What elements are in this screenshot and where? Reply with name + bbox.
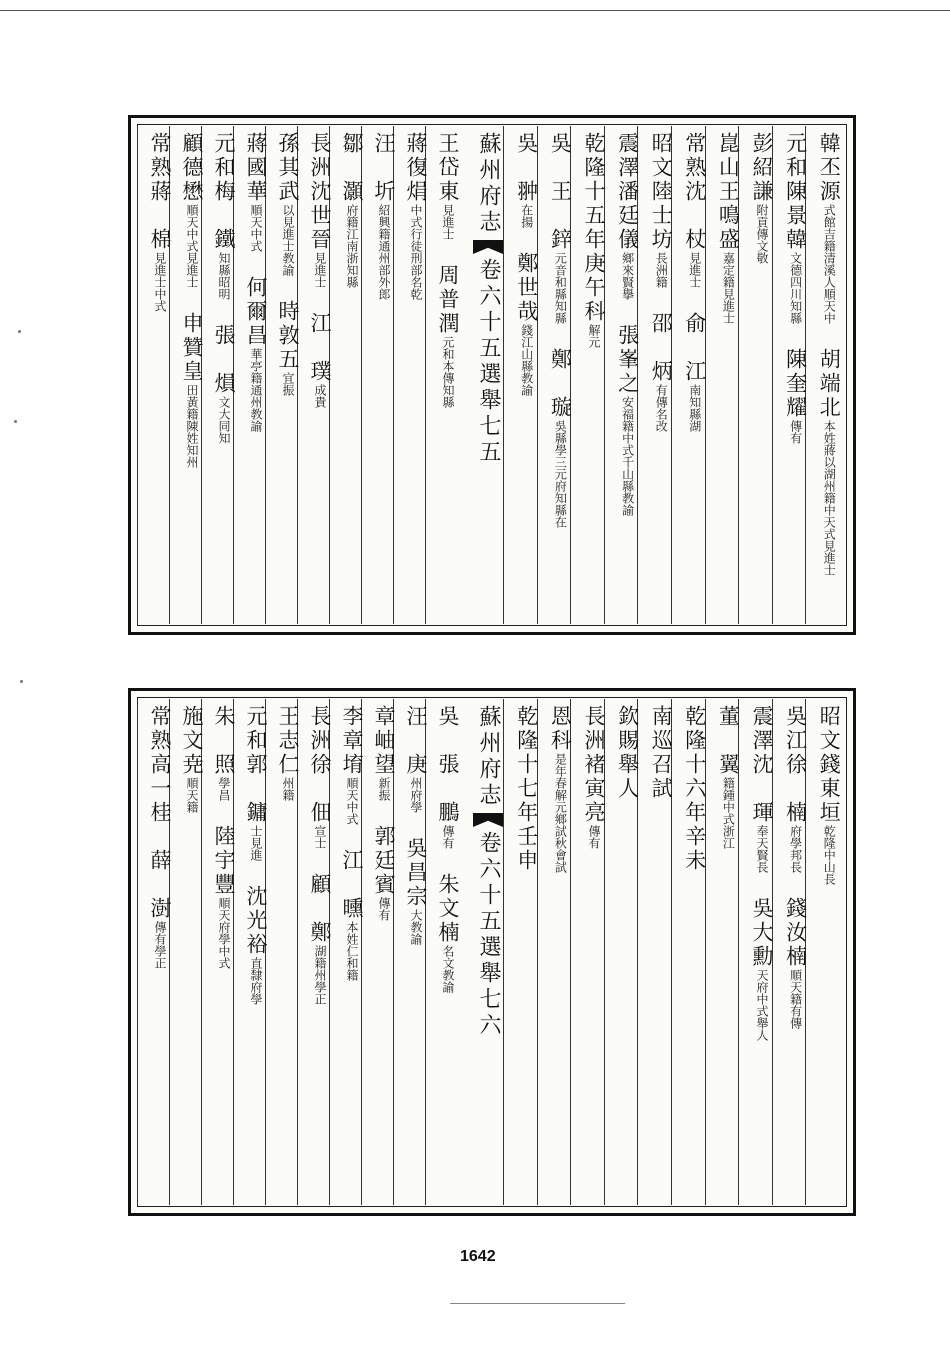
entry-name: 韓丕源 bbox=[817, 132, 842, 204]
entry-note: 順天中式 bbox=[249, 204, 263, 252]
entry-name: 彭紹謙 bbox=[750, 132, 774, 204]
text-column bbox=[392, 705, 426, 1203]
entry-note-secondary: 宜振 bbox=[281, 372, 295, 396]
lower-volume-marker: 卷六十五 bbox=[476, 831, 501, 935]
scan-speck bbox=[14, 420, 17, 423]
entry-note-secondary: 順天府學中式 bbox=[217, 897, 231, 969]
entry-name-secondary: 陳奎耀 bbox=[783, 348, 808, 420]
page-number: 1642 bbox=[460, 1248, 496, 1265]
entry-note: 嘉定籍見進士 bbox=[721, 252, 736, 324]
entry-name-secondary: 張峯之 bbox=[615, 324, 640, 396]
bottom-rule bbox=[450, 1303, 625, 1304]
text-column bbox=[772, 705, 806, 1203]
entry-name: 長洲沈世晉 bbox=[308, 132, 332, 252]
text-column bbox=[136, 705, 170, 1203]
entry-name: 吳 張 鵬 bbox=[436, 705, 460, 825]
entry-note-secondary: 成貴 bbox=[313, 384, 327, 408]
column-divider bbox=[503, 126, 504, 624]
text-column bbox=[637, 132, 674, 622]
lower-running-title: 蘇州府志 bbox=[476, 705, 501, 809]
entry-name: 昭文陸士坊 bbox=[649, 132, 674, 252]
entry-name: 震澤潘廷儀 bbox=[615, 132, 640, 252]
entry-name-secondary: 薛 澍 bbox=[148, 849, 172, 921]
scan-speck bbox=[20, 680, 23, 683]
entry-note: 見進士 bbox=[687, 252, 702, 288]
text-column bbox=[772, 132, 806, 622]
entry-note: 鄉來賢擧 bbox=[620, 252, 635, 300]
text-column bbox=[200, 705, 234, 1203]
text-column bbox=[805, 132, 842, 622]
entry-note: 元音和縣知縣 bbox=[553, 252, 568, 324]
entry-note: 見進士 bbox=[441, 204, 455, 240]
text-column bbox=[503, 705, 537, 1203]
entry-name: 乾隆十七年壬申 bbox=[514, 705, 539, 873]
entry-note-secondary: 文大同知 bbox=[217, 396, 231, 444]
entry-note: 州籍 bbox=[281, 777, 295, 801]
entry-name: 欽賜舉人 bbox=[615, 705, 640, 801]
entry-name-secondary: 周普潤 bbox=[436, 264, 460, 336]
text-column bbox=[637, 705, 674, 1203]
upper-sub-label: 選舉七 bbox=[476, 362, 501, 440]
entry-note: 乾隆中山長 bbox=[822, 825, 837, 885]
text-column bbox=[604, 705, 638, 1203]
entry-name: 元和陳景韓 bbox=[783, 132, 808, 252]
text-column bbox=[671, 132, 705, 622]
entry-name-secondary: 沈光裕 bbox=[244, 885, 268, 957]
entry-note-secondary: 錢江山縣教諭 bbox=[519, 324, 534, 396]
entry-note: 傳有 bbox=[441, 825, 455, 849]
entry-name-secondary: 江 璞 bbox=[308, 312, 332, 384]
text-column bbox=[296, 132, 330, 622]
entry-note: 中式行徒刑部名乾 bbox=[409, 204, 423, 300]
entry-note: 士見進 bbox=[249, 825, 263, 861]
text-column bbox=[264, 132, 298, 622]
text-column bbox=[392, 132, 426, 622]
entry-name-secondary: 申贊皇 bbox=[180, 312, 204, 384]
text-column bbox=[503, 132, 537, 622]
entry-name: 朱 照 bbox=[212, 705, 236, 777]
entry-note-secondary: 天府中式舉人 bbox=[755, 969, 769, 1041]
entry-note-secondary: 順天籍有傳 bbox=[788, 969, 803, 1029]
text-column bbox=[536, 132, 573, 622]
upper-volume-marker: 卷六十五 bbox=[476, 258, 501, 362]
entry-name: 蔣復焆 bbox=[404, 132, 428, 204]
text-column bbox=[424, 132, 458, 622]
text-column bbox=[671, 705, 705, 1203]
entry-note: 順天籍 bbox=[185, 777, 199, 813]
entry-note: 籍鍾中式浙江 bbox=[721, 777, 736, 849]
entry-name-secondary: 朱文楠 bbox=[436, 873, 460, 945]
entry-name-secondary: 時敦五 bbox=[276, 300, 300, 372]
text-column bbox=[536, 705, 573, 1203]
entry-name: 吳 王 鋅 bbox=[548, 132, 573, 252]
entry-name: 常熟高一桂 bbox=[148, 705, 172, 825]
entry-note-secondary: 傳有學正 bbox=[153, 921, 167, 969]
entry-name: 震澤沈 琿 bbox=[750, 705, 774, 825]
entry-name-secondary: 胡端北 bbox=[817, 348, 842, 420]
entry-note: 順天中式見進士 bbox=[185, 204, 199, 288]
text-column bbox=[704, 132, 741, 622]
entry-note: 在揚 bbox=[519, 204, 534, 228]
entry-note: 順天中式 bbox=[345, 777, 359, 825]
entry-name: 南巡召試 bbox=[649, 705, 674, 801]
text-column bbox=[328, 132, 362, 622]
entry-name: 王岱東 bbox=[436, 132, 460, 204]
entry-name-secondary: 錢汝楠 bbox=[783, 897, 808, 969]
entry-name: 昭文錢東垣 bbox=[817, 705, 842, 825]
entry-note-secondary: 華亭籍通州教諭 bbox=[249, 348, 263, 432]
entry-note-secondary: 元和本傳知縣 bbox=[441, 336, 455, 408]
lower-center-band bbox=[461, 705, 503, 1203]
scan-speck bbox=[18, 330, 21, 333]
entry-note: 見進士 bbox=[313, 252, 327, 288]
text-column bbox=[168, 705, 202, 1203]
text-column bbox=[570, 705, 604, 1203]
entry-name: 乾隆十六年辛未 bbox=[682, 705, 707, 873]
entry-note: 府籍江南浙知縣 bbox=[345, 204, 359, 288]
entry-note-secondary: 安福籍中式千山縣教諭 bbox=[620, 396, 635, 516]
entry-name: 吳 翀 bbox=[514, 132, 539, 204]
text-column bbox=[604, 132, 638, 622]
entry-name: 恩科 bbox=[548, 705, 573, 753]
entry-note: 新振 bbox=[377, 777, 391, 801]
entry-name-secondary: 俞 江 bbox=[682, 312, 707, 384]
entry-note: 宣士 bbox=[313, 825, 327, 849]
entry-name: 常熟蔣 棉 bbox=[148, 132, 172, 252]
text-column bbox=[805, 705, 842, 1203]
entry-name: 常熟沈 杖 bbox=[682, 132, 707, 252]
entry-note-secondary: 本姓蔣以湖州籍中天式見進士 bbox=[822, 420, 837, 576]
entry-name-secondary: 陸宇豐 bbox=[212, 825, 236, 897]
entry-note: 解元 bbox=[587, 324, 601, 348]
entry-name: 元和郭 鏞 bbox=[244, 705, 268, 825]
text-column bbox=[136, 132, 170, 622]
entry-note-secondary: 吳縣學三元府知縣在 bbox=[553, 420, 568, 528]
lower-sub-label: 選舉七 bbox=[476, 935, 501, 1013]
entry-note: 以見進士教諭 bbox=[281, 204, 295, 276]
column-divider bbox=[503, 699, 504, 1205]
entry-note: 紹興籍通州部外郎 bbox=[377, 204, 391, 300]
entry-name: 施文尭 bbox=[180, 705, 204, 777]
entry-note-secondary: 本姓仁和籍 bbox=[345, 921, 359, 981]
fishtail-icon bbox=[473, 240, 503, 254]
entry-name: 李章堉 bbox=[340, 705, 364, 777]
entry-note: 州府學 bbox=[409, 777, 423, 813]
text-column bbox=[168, 132, 202, 622]
fishtail-icon bbox=[473, 813, 503, 827]
upper-page-block bbox=[128, 115, 856, 635]
upper-center-band bbox=[461, 132, 503, 622]
entry-name-secondary: 郭廷賓 bbox=[372, 825, 396, 897]
top-rule bbox=[0, 10, 950, 11]
entry-name-secondary: 張 熉 bbox=[212, 324, 236, 396]
text-column bbox=[264, 705, 298, 1203]
entry-name: 長洲褚寅亮 bbox=[582, 705, 606, 825]
entry-note-secondary: 有傳名改 bbox=[654, 384, 669, 432]
text-column bbox=[738, 132, 772, 622]
text-column bbox=[296, 705, 330, 1203]
text-column bbox=[360, 705, 394, 1203]
lower-folio: 六 bbox=[476, 1013, 501, 1039]
entry-name: 崑山王鳴盛 bbox=[716, 132, 741, 252]
entry-name: 長洲徐 佃 bbox=[308, 705, 332, 825]
entry-name: 鄒 灝 bbox=[340, 132, 364, 204]
text-column bbox=[328, 705, 362, 1203]
text-column bbox=[360, 132, 394, 622]
entry-name: 元和梅 鐵 bbox=[212, 132, 236, 252]
entry-note-secondary: 傳有 bbox=[377, 897, 391, 921]
entry-note: 長洲籍 bbox=[654, 252, 669, 288]
entry-name: 顧德懋 bbox=[180, 132, 204, 204]
entry-name-secondary: 顧 鄭 bbox=[308, 873, 332, 945]
entry-name: 汪 庚 bbox=[404, 705, 428, 777]
entry-note: 見進士中式 bbox=[153, 252, 167, 312]
entry-name-secondary: 吳昌宗 bbox=[404, 837, 428, 909]
entry-note-secondary: 南知縣湖 bbox=[687, 384, 702, 432]
upper-folio: 五 bbox=[476, 440, 501, 466]
entry-note: 學昌 bbox=[217, 777, 231, 801]
entry-note: 傳有 bbox=[587, 825, 601, 849]
entry-name-secondary: 何爾昌 bbox=[244, 276, 268, 348]
text-column bbox=[570, 132, 604, 622]
entry-note-secondary: 名文教諭 bbox=[441, 945, 455, 993]
entry-note-secondary: 田黃籍陳姓知州 bbox=[185, 384, 199, 468]
entry-note-secondary: 傳有 bbox=[788, 420, 803, 444]
entry-note: 府學邦長 bbox=[788, 825, 803, 873]
entry-name: 蔣國華 bbox=[244, 132, 268, 204]
entry-note: 文德四川知縣 bbox=[788, 252, 803, 324]
entry-name-secondary: 吳大勳 bbox=[750, 897, 774, 969]
entry-name: 章岫望 bbox=[372, 705, 396, 777]
text-column bbox=[200, 132, 234, 622]
entry-note: 知縣昭明 bbox=[217, 252, 231, 300]
entry-name: 董 翼 bbox=[716, 705, 741, 777]
entry-name-secondary: 邵 炳 bbox=[649, 312, 674, 384]
entry-note-secondary: 大教諭 bbox=[409, 909, 423, 945]
column-divider bbox=[137, 699, 138, 1205]
entry-note: 奉天賢長 bbox=[755, 825, 769, 873]
entry-name-secondary: 鄭 璇 bbox=[548, 348, 573, 420]
text-column bbox=[232, 705, 266, 1203]
entry-name: 乾隆十五年庚午科 bbox=[582, 132, 606, 324]
entry-note: 附貢傳文敬 bbox=[755, 204, 769, 264]
upper-running-title: 蘇州府志 bbox=[476, 132, 501, 236]
column-divider bbox=[137, 126, 138, 624]
entry-name: 吳江徐 楠 bbox=[783, 705, 808, 825]
entry-note-secondary: 直隸府學 bbox=[249, 957, 263, 1005]
entry-note: 是年春解元鄉試秋會試 bbox=[553, 753, 568, 873]
entry-name: 孫其武 bbox=[276, 132, 300, 204]
entry-name: 汪 圻 bbox=[372, 132, 396, 204]
text-column bbox=[424, 705, 458, 1203]
text-column bbox=[738, 705, 772, 1203]
entry-note: 式館吉籍清溪人順天中 bbox=[822, 204, 837, 324]
entry-name: 王志仁 bbox=[276, 705, 300, 777]
text-column bbox=[232, 132, 266, 622]
lower-page-block bbox=[128, 688, 856, 1216]
text-column bbox=[704, 705, 741, 1203]
entry-note-secondary: 湖籍州學正 bbox=[313, 945, 327, 1005]
entry-name-secondary: 鄭世哉 bbox=[514, 252, 539, 324]
entry-name-secondary: 江 曛 bbox=[340, 849, 364, 921]
